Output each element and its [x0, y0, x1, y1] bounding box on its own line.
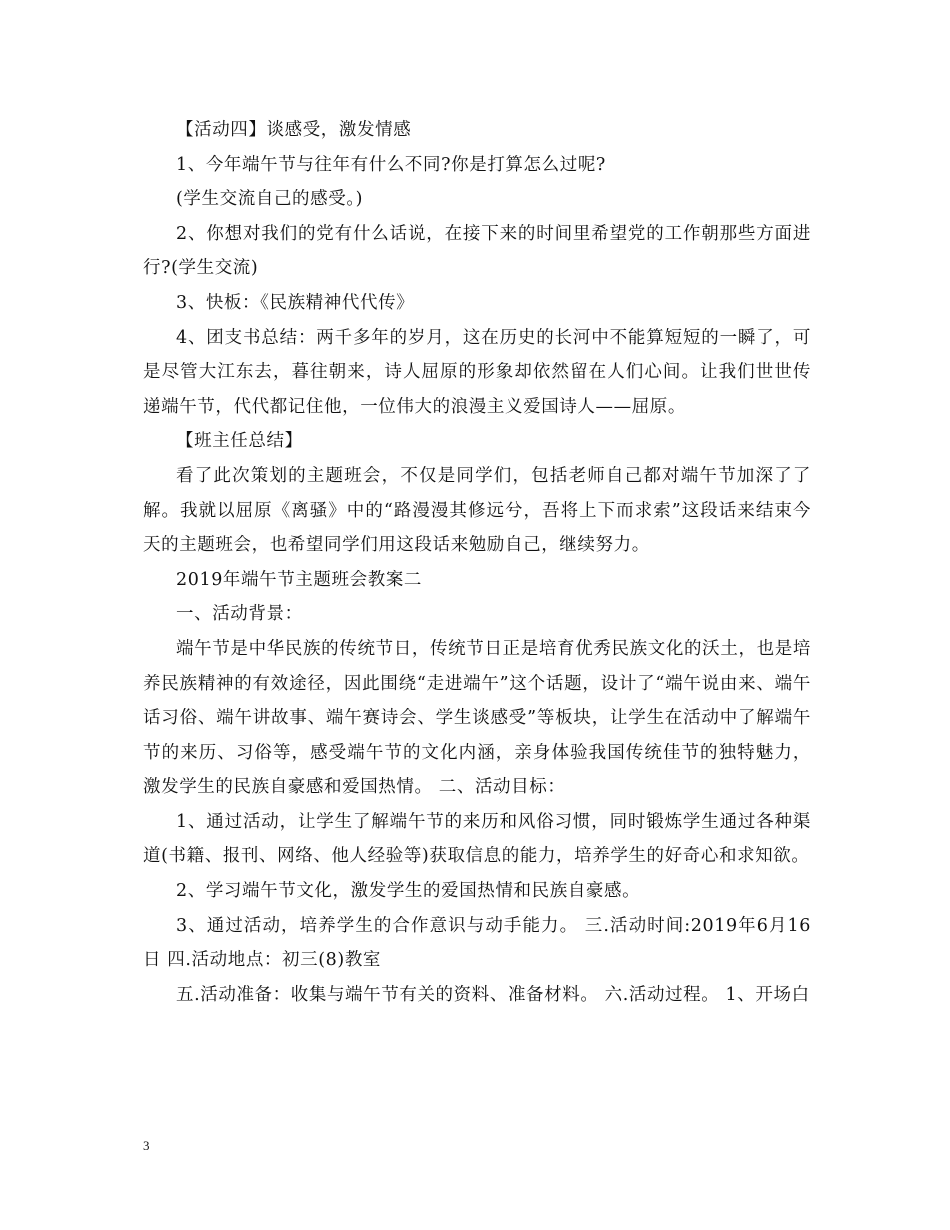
paragraph-teacher-summary-heading: 【班主任总结】	[176, 431, 303, 452]
paragraph-student-exchange: (学生交流自己的感受。)	[176, 189, 364, 210]
paragraph-item-3: 3、快板：《民族精神代代传》	[176, 292, 415, 313]
paragraph-plan-two-title: 2019年端午节主题班会教案二	[176, 569, 423, 590]
page-number: 3	[143, 1138, 150, 1153]
paragraph-background-heading: 一、活动背景：	[176, 604, 303, 625]
paragraph-background: 端午节是中华民族的传统节日，传统节日正是培育优秀民族文化的沃土，也是培养民族精神的有效途径，因此围绕“走进端午”这个话题，设计了“端午说由来、端午话习俗、端午讲故事、端午赛诗会、学生谈感受”等板块，让学生在活动中了解端午节的来历、习俗等，感受端午节的文化内涵，亲身体验我国传统佳节的独特魅力，激发学生的民族自豪感和爱国热情。 二、活动目标：	[143, 638, 811, 798]
paragraph-goal-1: 1、通过活动，让学生了解端午节的来历和风俗习惯，同时锻炼学生通过各种渠道(书籍、报刊、网络、他人经验等)获取信息的能力，培养学生的好奇心和求知欲。	[143, 811, 811, 867]
document-body	[143, 113, 811, 1012]
paragraph-goal-3: 3、通过活动，培养学生的合作意识与动手能力。 三.活动时间:2019年6月16日 四.活动地点：初三(8)教室	[143, 915, 811, 971]
paragraph-preparation: 五.活动准备：收集与端午节有关的资料、准备材料。 六.活动过程。 1、开场白	[176, 984, 810, 1005]
paragraph-item-4: 4、团支书总结：两千多年的岁月，这在历史的长河中不能算短短的一瞬了，可是尽管大江东去，暮往朝来，诗人屈原的形象却依然留在人们心间。让我们世世传递端午节，代代都记住他，一位伟大的浪漫主义爱国诗人——屈原。	[143, 327, 811, 417]
paragraph-item-1: 1、今年端午节与往年有什么不同?你是打算怎么过呢?	[176, 154, 606, 175]
paragraph-activity-four-heading: 【活动四】谈感受，激发情感	[176, 120, 412, 140]
paragraph-item-2: 2、你想对我们的党有什么话说，在接下来的时间里希望党的工作朝那些方面进行?(学生交流)	[143, 223, 811, 279]
paragraph-teacher-summary: 看了此次策划的主题班会，不仅是同学们，包括老师自己都对端午节加深了了解。我就以屈原《离骚》中的“路漫漫其修远兮，吾将上下而求索”这段话来结束今天的主题班会，也希望同学们用这段话来勉励自己，继续努力。	[143, 465, 811, 556]
paragraph-goal-2: 2、学习端午节文化，激发学生的爱国热情和民族自豪感。	[176, 881, 641, 902]
